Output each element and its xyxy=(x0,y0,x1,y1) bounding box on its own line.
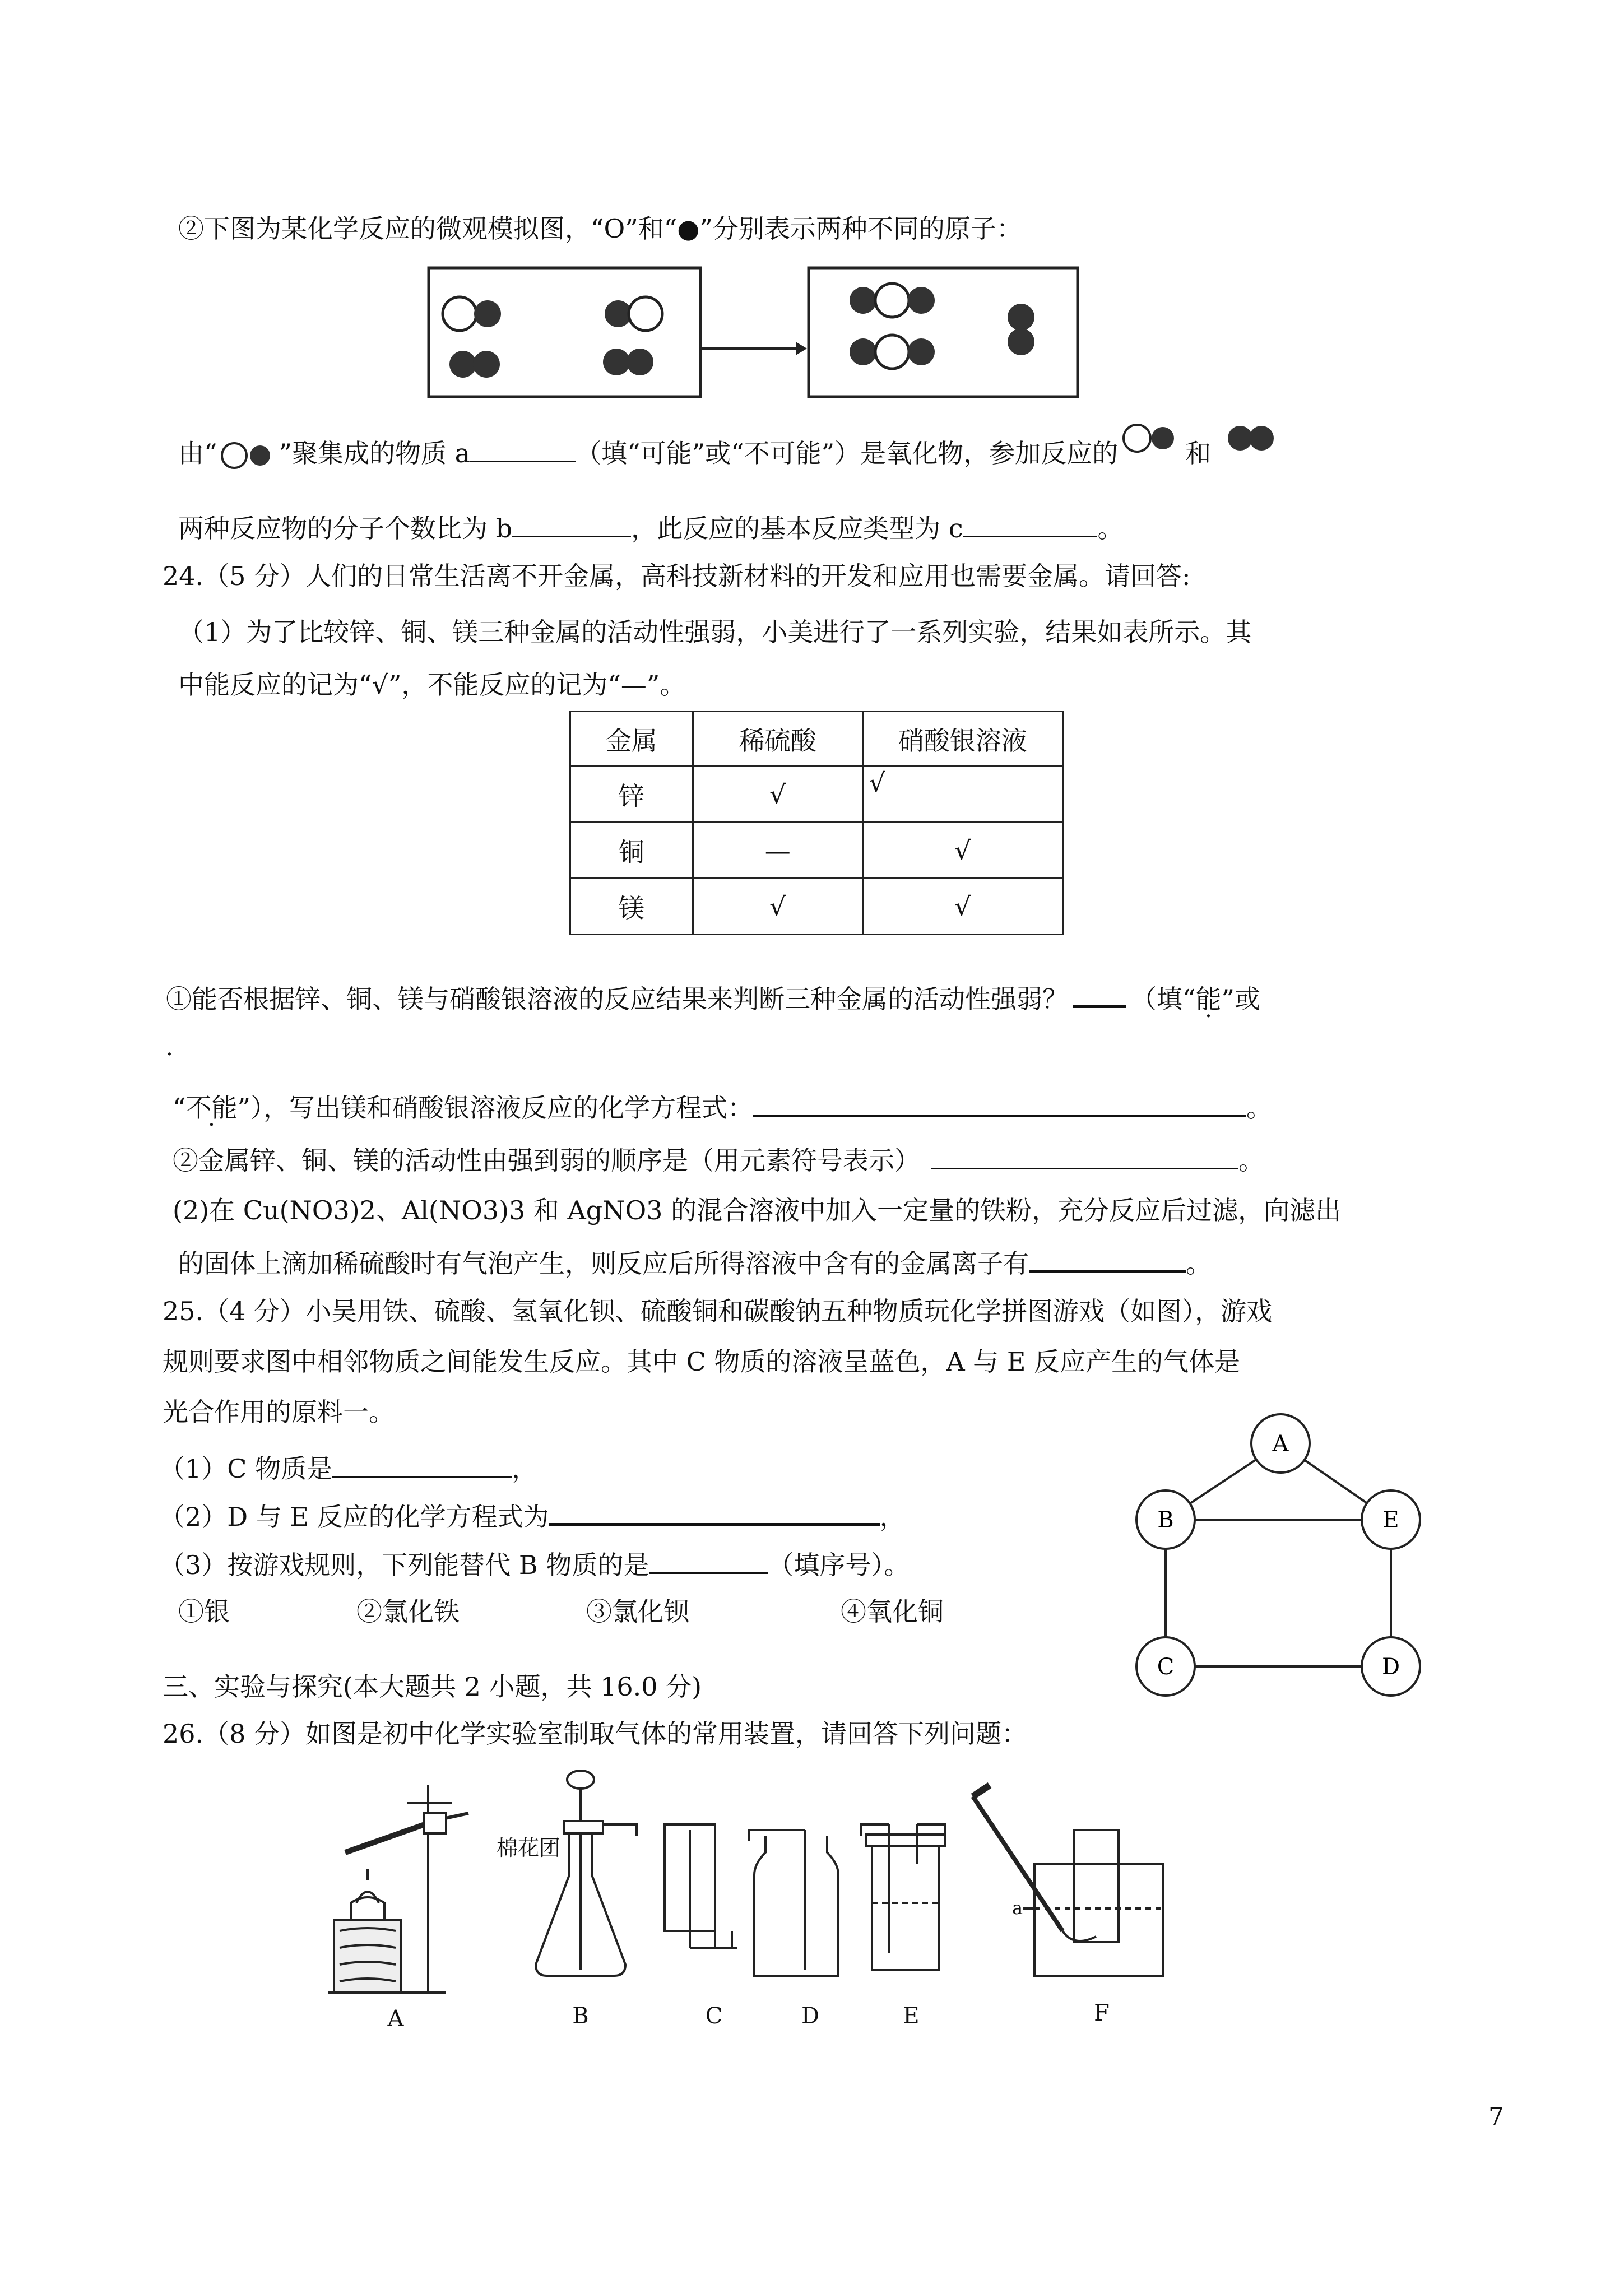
apparatus-label: D xyxy=(801,2003,820,2029)
svg-text:C: C xyxy=(1157,1654,1175,1680)
table-cell: √ xyxy=(693,879,862,935)
blank-metal-ions[interactable] xyxy=(1029,1244,1186,1273)
table-cell: 铜 xyxy=(570,823,693,879)
q25-stem2: 规则要求图中相邻物质之间能发生反应。其中 C 物质的溶液呈蓝色，A 与 E 反应产生的气体是 xyxy=(163,1346,1241,1377)
node-c xyxy=(1136,1637,1195,1696)
chemistry-puzzle-diagram xyxy=(1121,1410,1435,1701)
blank-c-substance[interactable] xyxy=(332,1450,512,1478)
page-number: 7 xyxy=(1488,2102,1504,2131)
q24-p2-line1: (2)在 Cu(NO3)2、Al(NO3)3 和 AgNO3 的混合溶液中加入一定量的铁粉，充分反应后过滤，向滤出 xyxy=(173,1195,1342,1225)
blank-b[interactable] xyxy=(512,510,631,537)
q25-option: ④氧化铜 xyxy=(841,1596,944,1627)
table-row xyxy=(570,823,1063,879)
node-e xyxy=(1362,1490,1420,1549)
q25-option: ③氯化钡 xyxy=(586,1596,689,1627)
blank-activity-order[interactable] xyxy=(931,1142,1238,1169)
table-cell: — xyxy=(693,823,862,879)
molecule-co xyxy=(605,297,662,331)
q25-stem1: 25.（4 分）小吴用铁、硫酸、氢氧化钡、硫酸铜和碳酸钠五种物质玩化学拼图游戏（如图），游戏 xyxy=(163,1296,1273,1326)
table-header: 稀硫酸 xyxy=(693,712,862,767)
table-header: 硝酸银溶液 xyxy=(862,712,1062,767)
apparatus-label: E xyxy=(903,2003,920,2029)
table-row xyxy=(570,879,1063,935)
node-a xyxy=(1251,1414,1310,1473)
metal-reaction-table xyxy=(569,711,1064,935)
node-b xyxy=(1136,1490,1195,1549)
q24-sub2: ②金属锌、铜、镁的活动性由强到弱的顺序是（用元素符号表示） 。 xyxy=(173,1142,1264,1177)
apparatus-label: B xyxy=(572,2003,589,2029)
apparatus-c xyxy=(665,1824,737,1948)
apparatus-f xyxy=(973,1785,1163,1976)
q24-p1-line2: 中能反应的记为“√”，不能反应的记为“—”。 xyxy=(178,670,686,700)
blank-replace-b[interactable] xyxy=(649,1547,768,1574)
table-cell: 锌 xyxy=(570,767,693,823)
molecule-co2 xyxy=(850,335,935,369)
reaction-diagram xyxy=(426,263,1143,403)
apparatus-b xyxy=(536,1771,637,1976)
molecule-co xyxy=(443,297,501,331)
apparatus-label: C xyxy=(705,2003,723,2029)
cotton-label: 棉花团 xyxy=(497,1836,561,1860)
q26-stem: 26.（8 分）如图是初中化学实验室制取气体的常用装置，请回答下列问题： xyxy=(163,1719,1028,1749)
o2-molecule-icon xyxy=(1221,421,1283,455)
table-cell: √ xyxy=(862,823,1062,879)
table-cell: √ xyxy=(862,767,1062,823)
svg-text:B: B xyxy=(1157,1507,1174,1533)
svg-text:A: A xyxy=(1272,1431,1289,1457)
q25-option: ①银 xyxy=(178,1596,230,1627)
table-cell: √ xyxy=(693,767,862,823)
node-d xyxy=(1362,1637,1420,1696)
q24-sub1-line2: “不能” ·），写出镁和硝酸银溶液反应的化学方程式： 。 xyxy=(173,1089,1272,1125)
blank-can-or-cannot[interactable] xyxy=(1073,979,1126,1008)
table-cell: √ xyxy=(862,879,1062,935)
blank-c[interactable] xyxy=(963,510,1097,537)
molecule-co2 xyxy=(850,284,935,317)
table-cell: 镁 xyxy=(570,879,693,935)
blank-equation[interactable] xyxy=(753,1089,1246,1117)
label-a: a xyxy=(1012,1897,1023,1919)
lab-apparatus-figure xyxy=(323,1763,1175,2037)
co-molecule-icon xyxy=(1118,421,1185,455)
q23-intro: ②下图为某化学反应的微观模拟图，“O”和“●”分别表示两种不同的原子： xyxy=(178,213,1022,244)
q25-stem3: 光合作用的原料一。 xyxy=(163,1397,395,1427)
blank-a[interactable] xyxy=(470,435,576,462)
molecule-o2 xyxy=(449,351,500,378)
apparatus-label: A xyxy=(387,2006,404,2032)
svg-text:D: D xyxy=(1381,1654,1400,1680)
table-row xyxy=(570,767,1063,823)
q25-p1: （1）C 物质是 ， xyxy=(159,1450,537,1485)
q24-p1-line1: （1）为了比较锌、铜、镁三种金属的活动性强弱，小美进行了一系列实验，结果如表所示。其 xyxy=(178,617,1252,647)
molecule-o2-vertical xyxy=(1008,304,1034,355)
q24-stem: 24.（5 分）人们的日常生活离不开金属，高科技新材料的开发和应用也需要金属。请回答: xyxy=(163,561,1191,591)
section-3-heading: 三、实验与探究(本大题共 2 小题，共 16.0 分) xyxy=(163,1671,702,1702)
q24-p2-line2: 的固体上滴加稀硫酸时有气泡产生，则反应后所得溶液中含有的金属离子有 。 xyxy=(178,1244,1212,1280)
table-header: 金属 xyxy=(570,712,693,767)
q25-option: ②氯化铁 xyxy=(356,1596,460,1627)
apparatus-a xyxy=(328,1785,468,1993)
q25-p3: （3）按游戏规则，下列能替代 B 物质的是 （填序号）。 xyxy=(159,1547,910,1582)
q23-line2: 两种反应物的分子个数比为 b ，此反应的基本反应类型为 c 。 xyxy=(178,510,1123,545)
q25-p2: （2）D 与 E 反应的化学方程式为 ， xyxy=(159,1497,906,1534)
blank-d-e-equation[interactable] xyxy=(549,1497,880,1526)
co-molecule-icon xyxy=(217,442,279,470)
apparatus-label: F xyxy=(1094,2000,1110,2026)
svg-text:E: E xyxy=(1382,1507,1399,1533)
q24-sub1-line1: ①能否根据锌、铜、镁与硝酸银溶液的反应结果来判断三种金属的活动性强弱？ （填“能” ·或 xyxy=(166,979,1260,1016)
molecule-o2 xyxy=(603,349,653,375)
q23-line1: 由“ ”聚集成的物质 a （填“可能”或“不可能”）是氧化物，参加反应的 和 xyxy=(178,435,1283,470)
apparatus-d xyxy=(749,1830,838,1976)
table-header-row xyxy=(570,712,1063,767)
stray-dot: . xyxy=(166,1035,173,1061)
apparatus-e xyxy=(861,1824,945,1970)
